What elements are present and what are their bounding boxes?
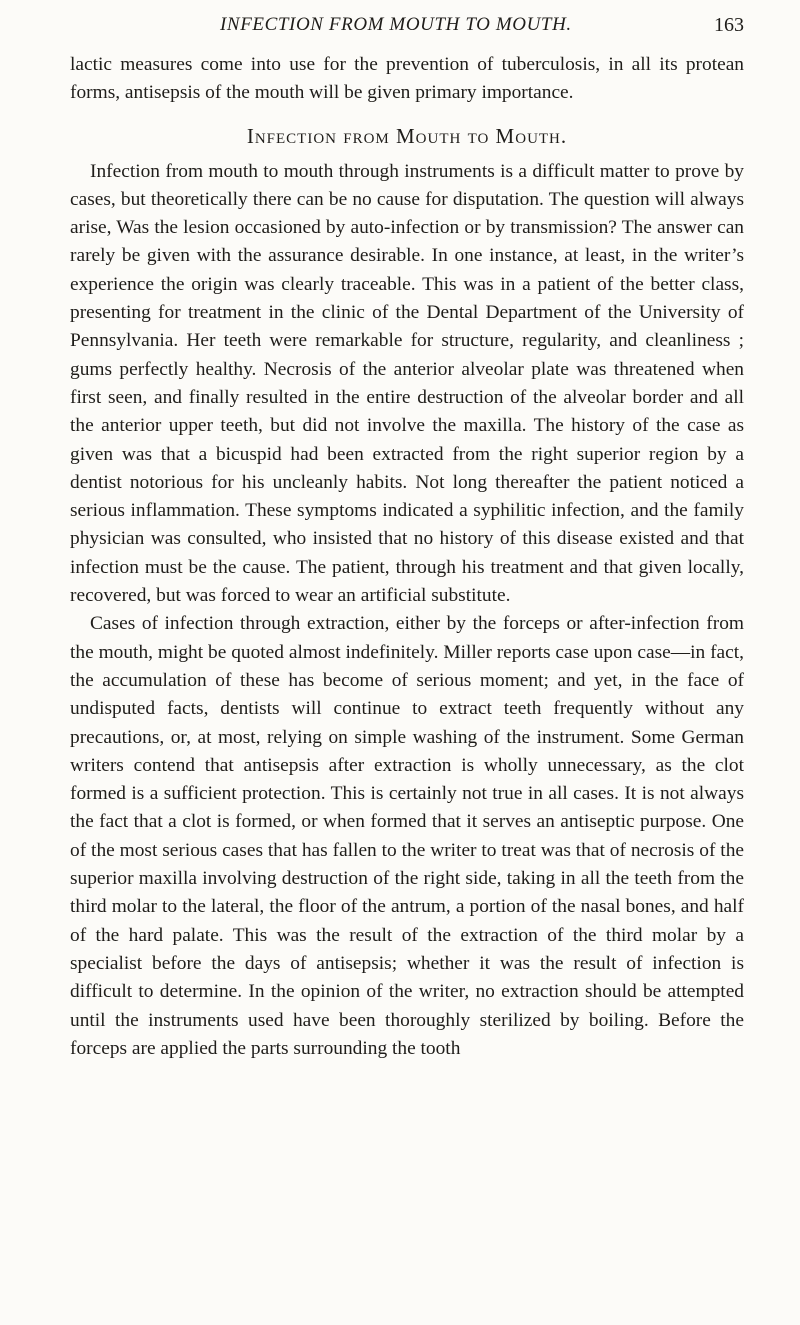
page-number: 163 [714,14,744,36]
paragraph-extraction-cases: Cases of infection through extraction, either by the forceps or after-infection from the mouth, might be quoted almost indefinitely. Miller reports case upon case—in fact, the accumulation of these has become of serious moment; and yet, in the face of undisputed facts, dentists will continue to extract teeth frequently without any precautions, or, at most, relying on simple washing of the instrument. Some German writers contend that antisepsis after extraction is wholly unnecessary, as the clot formed is a sufficient protection. This is certainly not true in all cases. It is not always the fact that a clot is formed, or when formed that it serves an antiseptic purpose. One of the most serious cases that has fallen to the writer to treat was that of necrosis of the superior maxilla involving destruction of the right side, taking in all the teeth from the third molar to the lateral, the floor of the antrum, a portion of the nasal bones, and half of the hard palate. This was the result of the extraction of the third molar by a specialist before the days of antisepsis; whether it was the result of infection is difficult to determine. In the opinion of the writer, no extraction should be attempted until the instruments used have been thoroughly sterilized by boiling. Before the forceps are applied the parts surrounding the tooth [70,613,744,1059]
body-text [70,51,744,1063]
running-head [70,14,744,44]
paragraph-infection-cases: Infection from mouth to mouth through instruments is a difficult matter to prove by cases, but theoretically there can be no cause for disputation. The question will always arise, Was the lesion occasioned by auto-infection or by transmission? The answer can rarely be given with the assurance desirable. In one instance, at least, in the writer’s experience the origin was clearly traceable. This was in a patient of the better class, presenting for treatment in the clinic of the Dental Department of the University of Pennsylvania. Her teeth were remarkable for structure, regularity, and cleanliness ; gums perfectly healthy. Necrosis of the anterior alveolar plate was threatened when first seen, and finally resulted in the entire destruction of the alveolar border and all the anterior upper teeth, but did not involve the maxilla. The history of the case as given was that a bicuspid had been extracted from the right superior region by a dentist notorious for his uncleanly habits. Not long thereafter the patient noticed a serious inflammation. These symptoms indicated a syphilitic infection, and the family physician was consulted, who insisted that no history of this disease existed and that infection must be the cause. The patient, through his treatment and that given locally, recovered, but was forced to wear an artificial substitute. [70,160,744,607]
intro-paragraph: lactic measures come into use for the prevention of tuberculosis, in all its protean forms, antisepsis of the mouth will be given primary importance. [70,54,744,104]
running-title: INFECTION FROM MOUTH TO MOUTH. [220,14,572,35]
section-heading: Infection from Mouth to Mouth. [246,123,568,148]
